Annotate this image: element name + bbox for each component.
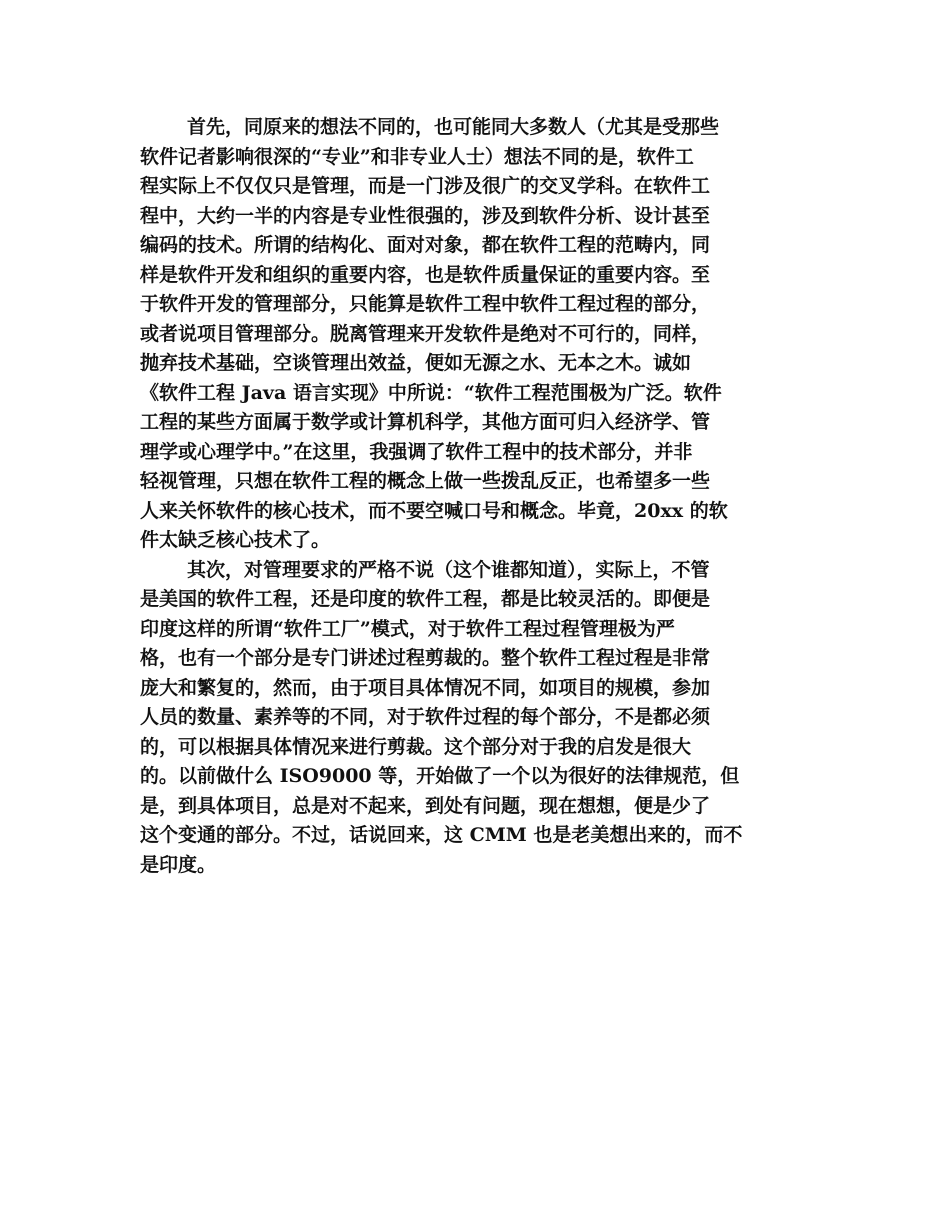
paragraph-line: 于软件开发的管理部分，只能算是软件工程中软件工程过程的部分， xyxy=(140,293,711,315)
document-body xyxy=(140,113,805,880)
paragraph-line: 这个变通的部分。不过，话说回来，这 CMM 也是老美想出来的，而不 xyxy=(140,824,743,846)
paragraph-line: 其次，对管理要求的严格不说（这个谁都知道），实际上，不管 xyxy=(187,558,710,581)
paragraph-line: 首先，同原来的想法不同的，也可能同大多数人（尤其是受那些 xyxy=(187,116,720,138)
paragraph-2 xyxy=(140,556,805,881)
paragraph-line: 庞大和繁复的，然而，由于项目具体情况不同，如项目的规模，参加 xyxy=(140,676,711,699)
paragraph-line: 件太缺乏核心技术了。 xyxy=(140,529,331,551)
paragraph-line: 轻视管理，只想在软件工程的概念上做一些拨乱反正，也希望多一些 xyxy=(140,470,711,492)
paragraph-line: 是，到具体项目，总是对不起来，到处有问题，现在想想，便是少了 xyxy=(140,794,711,817)
paragraph-line: 人员的数量、素养等的不同，对于软件过程的每个部分，不是都必须 xyxy=(140,706,711,728)
paragraph-line: 人来关怀软件的核心技术，而不要空喊口号和概念。毕竟，20xx 的软 xyxy=(140,499,728,522)
paragraph-line: 印度这样的所谓“软件工厂”模式，对于软件工程过程管理极为严 xyxy=(140,617,675,640)
paragraph-line: 程中，大约一半的内容是专业性很强的，涉及到软件分析、设计甚至 xyxy=(140,204,711,227)
paragraph-line: 格，也有一个部分是专门讲述过程剪裁的。整个软件工程过程是非常 xyxy=(140,647,711,669)
paragraph-line: 理学或心理学中。”在这里，我强调了软件工程中的技术部分，并非 xyxy=(140,440,693,463)
paragraph-line: 或者说项目管理部分。脱离管理来开发软件是绝对不可行的，同样， xyxy=(140,322,711,345)
paragraph-line: 工程的某些方面属于数学或计算机科学，其他方面可归入经济学、管 xyxy=(140,411,711,433)
paragraph-line: 程实际上不仅仅只是管理，而是一门涉及很广的交叉学科。在软件工 xyxy=(140,175,711,197)
paragraph-line: 《软件工程 Java 语言实现》中所说：“软件工程范围极为广泛。软件 xyxy=(140,381,722,404)
paragraph-line: 编码的技术。所谓的结构化、面对对象，都在软件工程的范畴内，同 xyxy=(140,234,711,256)
paragraph-line: 抛弃技术基础，空谈管理出效益，便如无源之水、无本之木。诚如 xyxy=(140,352,692,374)
paragraph-line: 的，可以根据具体情况来进行剪裁。这个部分对于我的启发是很大 xyxy=(140,735,692,758)
paragraph-1 xyxy=(140,113,805,556)
paragraph-line: 的。以前做什么 ISO9000 等，开始做了一个以为很好的法律规范，但 xyxy=(140,765,740,787)
paragraph-line: 是印度。 xyxy=(140,853,217,876)
paragraph-line: 样是软件开发和组织的重要内容，也是软件质量保证的重要内容。至 xyxy=(140,263,711,286)
paragraph-line: 软件记者影响很深的“专业”和非专业人士）想法不同的是，软件工 xyxy=(140,145,694,168)
paragraph-line: 是美国的软件工程，还是印度的软件工程，都是比较灵活的。即便是 xyxy=(140,588,711,610)
